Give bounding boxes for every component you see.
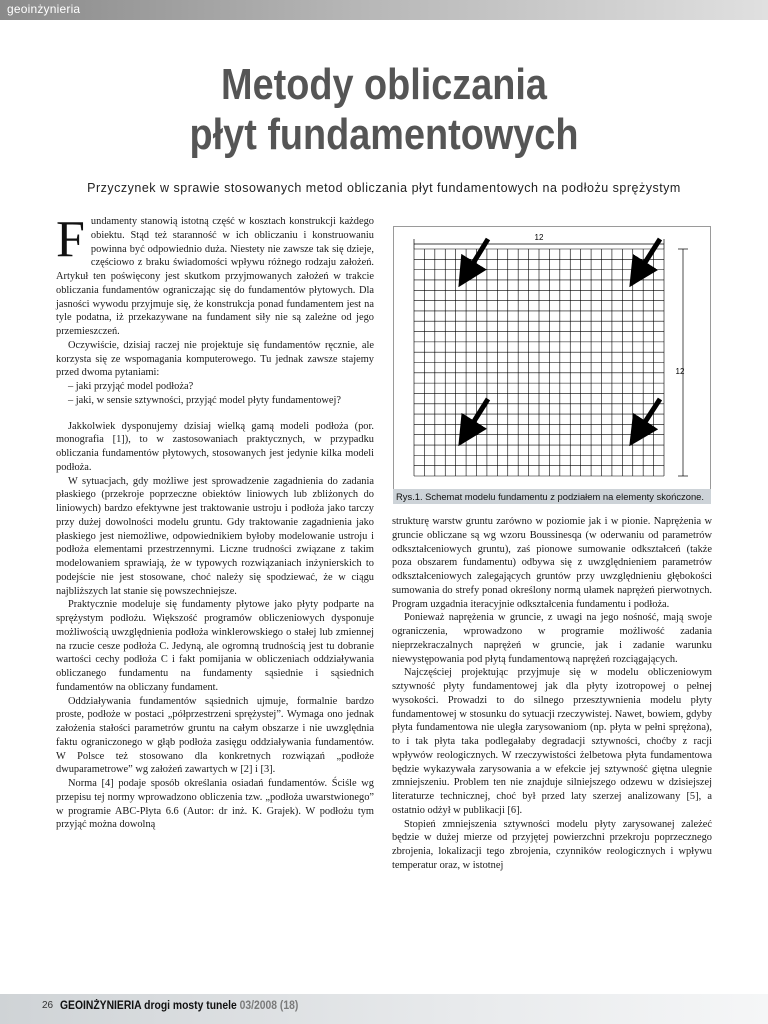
paragraph: strukturę warstw gruntu zarówno w poziomie jak i w pionie. Naprężenia w gruncie obliczane są wg wzoru Boussinesqa (w oderwaniu od parametrów odkształceniowych gruntu), zaś pionowe sumowanie odkształceń (także poza obszarem fundamentu) odbywa się z uwzględnieniem parametrów odkształceniowych zalegających gruntów przy uwzględnieniu głębokości sumowania do strefy ponad określony normą ułamek naprężeń pierwotnych. Program uzgadnia iteracyjnie odkształcenia fundamentu i podłoża.: [392, 516, 712, 610]
left-column: [56, 211, 374, 832]
section-header-bar: [0, 0, 768, 20]
spacer: [56, 408, 374, 420]
fem-grid-diagram: [394, 227, 712, 505]
paragraph: Stopień zmniejszenia sztywności modelu płyty zarysowanej zależeć będzie w dużej mierze od przyjętej powierzchni przekroju poprzecznego zbrojenia, lokalizacji tego zbrojenia, czynników reologicznych i wpływu temperatur oraz, w istotnej: [392, 818, 712, 871]
article-title: [54, 60, 714, 160]
paragraph: Oddziaływania fundamentów sąsiednich ujmuje, formalnie bardzo proste, podłoże w postaci „półprzestrzeni sprężystej”. Wymaga ono jednak założenia stałości parametrów gruntu na całym obszarze i nie uwzględnia faktu ograniczonego w głąb podłoża zasięgu oddziaływania fundamentów. W Polsce też stosowano dla konkretnych rozwiązań „podłoże dwuparametrowe” wg założeń zawartych w [2] i [3].: [56, 695, 374, 776]
paragraph: Praktycznie modeluje się fundamenty płytowe jako płyty podparte na sprężystym podłożu. Większość programów obliczeniowych dysponuje możliwością uwzględnienia podłoża winklerowskiego o stałej lub zmiennej na rzucie cesze podłoża C. Jedyną, ale ogromną trudnością jest tu dobranie wartości cechy podłoża C i fakt pomijania w obliczeniach oddziaływania obliczanego fundamentu na fundamenty sąsiednie i sąsiednich fundamentów na obliczany fundament.: [56, 599, 374, 693]
section-tag: geoinżynieria: [7, 2, 81, 16]
issue-number: 03/2008 (18): [239, 1000, 299, 1012]
magazine-title: GEOINŻYNIERIA drogi mosty tunele: [60, 1000, 237, 1012]
paragraph: Norma [4] podaje sposób określania osiadań fundamentów. Ściśle wg przepisu tej normy wprowadzono obliczenia tzw. „podłoża uwarstwionego” w programie ABC-Płyta 6.6 (Autor: dr inż. K. Grajek). W podłożu tym przyjąć można dowolną: [56, 778, 374, 831]
paragraph: Ponieważ naprężenia w gruncie, z uwagi na jego nośność, mają swoje ograniczenia, wprowadzono w programie możliwość zadania nieprzekraczalnych naprężeń w gruncie, jak i zadanie warunku niewystępowania pod płytą fundamentową naprężeń rozciągających.: [392, 612, 712, 665]
load-arrow-icon: [632, 399, 660, 442]
page-number: 26: [42, 1000, 54, 1011]
magazine-name: [60, 998, 298, 1014]
load-arrow-icon: [461, 239, 488, 283]
dropcap: F: [56, 211, 85, 268]
intro-paragraph: [56, 211, 374, 339]
mesh-grid: [414, 249, 664, 476]
article-subtitle: Przyczynek w sprawie stosowanych metod obliczania płyt fundamentowych na podłożu sprężystym: [87, 181, 681, 195]
title-line-2: płyt fundamentowych: [189, 110, 579, 159]
dimension-label-right: 12: [675, 367, 685, 376]
title-line-1: Metody obliczania: [221, 60, 547, 109]
load-arrow-icon: [632, 239, 660, 283]
question-item: – jaki przyjąć model podłoża?: [68, 381, 194, 392]
figure-fem-grid: [393, 226, 711, 504]
figure-caption: Rys.1. Schemat modelu fundamentu z podziałem na elementy skończone.: [393, 489, 711, 504]
paragraph: Jakkolwiek dysponujemy dzisiaj wielką gamą modeli podłoża (por. monografia [1]), to w zastosowaniach praktycznych, w przypadku obliczania fundamentów płytowych, stosowanych jest jedynie kilka modeli podłoża.: [56, 420, 374, 473]
intro-text: undamenty stanowią istotną część w kosztach konstrukcji każdego obiektu. Stąd też staranność w ich obliczaniu i konstruowaniu powinna być odpowiednio duża. Niestety nie zawsze tak się dzieje, częściowo z braku świadomości wpływu różnego rodzaju założeń. Artykuł ten poświęcony jest skutkom przyjmowanych założeń w trakcie obliczania fundamentów ograniczając się do fundamentów płytowych. Dla jasności wywodu przyjmuje się, że konstrukcja ponad fundamentem jest na tyle podatna, iż przekazywane na fundament siły nie są zależne od jego przemieszczeń.: [56, 216, 374, 337]
question-item: – jaki, w sensie sztywności, przyjąć model płyty fundamentowej?: [68, 394, 341, 406]
paragraph: Oczywiście, dzisiaj raczej nie projektuje się fundamentów ręcznie, ale korzysta się ze wspomagania komputerowego. Tu jednak zawsze stajemy przed dwoma pytaniami:: [56, 339, 374, 379]
dimension-label-top: 12: [534, 233, 544, 242]
right-column: [392, 515, 712, 873]
load-arrow-icon: [461, 399, 488, 442]
paragraph: W sytuacjach, gdy możliwe jest sprowadzenie zagadnienia do zadania płaskiego (przekroje poprzeczne obiektów liniowych lub zbliżonych do liniowych) bardzo efektywne jest traktowanie ustroju i podłoża jako tarczy przy dużej dowolności modelu gruntu. Gdy traktowanie zagadnienia jako płaskiego jest niemożliwe, odpowiednikiem byłoby modelowanie ustroju i podłoża elementami przestrzennymi. Liczne trudności związane z takim modelowaniem sprawiają, że w typowych rozwiązaniach inżynierskich to podejście nie jest stosowane, choć należy się spodziewać, że w ciągu najbliższych lat stanie się powszechniejsze.: [56, 475, 374, 597]
paragraph: Najczęściej projektując przyjmuje się w modelu obliczeniowym sztywność płyty fundamentowej jak dla płyty izotropowej o pełnej wysokości. Prowadzi to do silnego przesztywnienia modelu płyty fundamentowej w stosunku do sytuacji rzeczywistej. Nawet, bowiem, gdyby płyta fundamentowa nie uległa zarysowaniom (np. płyta w pełni sprężona), to i tak płyta taka podlegałaby degradacji sztywności, choćby z racji wpływów reologicznych. W rzeczywistości żelbetowa płyta fundamentowa będzie wykazywała zarysowania a w efekcie jej sztywność giętna ulegnie zmniejszeniu. Problem ten nie znajduje silniejszego odzewu w dzisiejszej literaturze technicznej, choć był przed laty szerzej analizowany [5], a ostatnio odżył w publikacji [6].: [392, 667, 712, 816]
